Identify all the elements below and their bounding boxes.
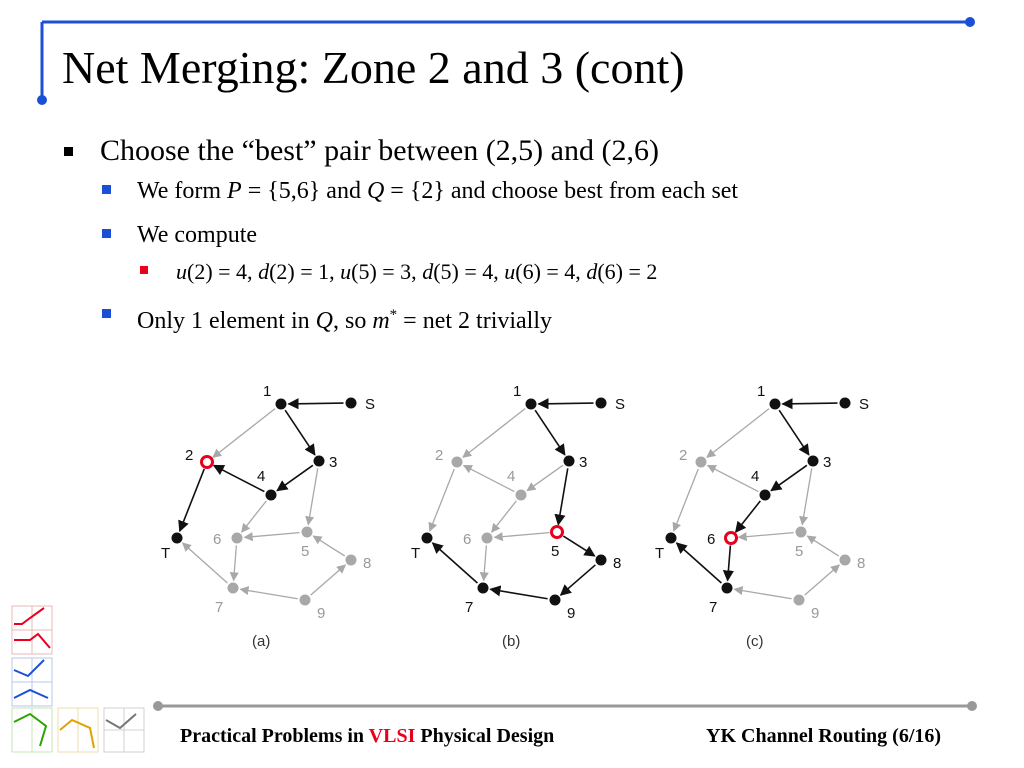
node-4 <box>516 490 527 501</box>
edge-1-3 <box>535 410 565 455</box>
edge-9-8 <box>311 565 346 595</box>
node-S <box>840 398 851 409</box>
edge-3-4 <box>527 465 563 490</box>
node-label-3: 3 <box>823 454 832 471</box>
edge-4-6 <box>492 501 517 532</box>
edge-4-6 <box>242 501 267 532</box>
node-2 <box>696 457 707 468</box>
node-9 <box>550 595 561 606</box>
graph-b <box>411 383 625 622</box>
node-label-S: S <box>615 396 626 413</box>
node-7 <box>478 583 489 594</box>
edge-7-T <box>433 543 478 583</box>
edge-8-5 <box>313 536 344 556</box>
edge-1-3 <box>779 410 809 455</box>
bullet-marker <box>140 266 148 274</box>
node-1 <box>770 399 781 410</box>
edge-3-5 <box>558 468 568 524</box>
node-3 <box>808 456 819 467</box>
edge-1-3 <box>285 410 315 455</box>
bullet-form-sets: We form P = {5,6} and Q = {2} and choose best from each set <box>62 176 1002 206</box>
node-T <box>422 533 433 544</box>
node-5 <box>552 527 563 538</box>
node-7 <box>228 583 239 594</box>
edge-5-6 <box>494 533 549 538</box>
node-label-T: T <box>161 545 171 562</box>
node-label-9: 9 <box>567 605 576 622</box>
node-label-3: 3 <box>579 454 588 471</box>
bullet-compute: We compute <box>62 220 1002 250</box>
node-label-1: 1 <box>263 383 272 400</box>
node-8 <box>840 555 851 566</box>
edge-3-5 <box>308 468 318 524</box>
net-merging-figure <box>0 370 1024 660</box>
edge-S-1 <box>538 403 593 404</box>
edge-9-7 <box>490 589 547 599</box>
edge-6-7 <box>484 545 487 580</box>
edge-1-2 <box>707 409 769 458</box>
edge-9-8 <box>805 565 840 595</box>
node-5 <box>796 527 807 538</box>
node-label-9: 9 <box>811 605 820 622</box>
edge-2-T <box>430 469 454 531</box>
bullet-only-one: Only 1 element in Q, so m* = net 2 trivially <box>62 300 1002 336</box>
graph-a <box>161 383 375 622</box>
edge-2-T <box>180 469 204 531</box>
node-7 <box>722 583 733 594</box>
node-label-8: 8 <box>613 555 622 572</box>
node-label-8: 8 <box>857 555 866 572</box>
bullet-marker <box>102 309 111 318</box>
edge-5-6 <box>244 533 299 538</box>
node-1 <box>276 399 287 410</box>
node-label-4: 4 <box>257 468 266 485</box>
node-label-T: T <box>655 545 665 562</box>
node-label-4: 4 <box>507 468 516 485</box>
node-label-S: S <box>365 396 376 413</box>
node-label-7: 7 <box>709 599 718 616</box>
bullet-marker <box>102 185 111 194</box>
node-label-6: 6 <box>213 531 222 548</box>
node-label-T: T <box>411 545 421 562</box>
edge-2-T <box>674 469 698 531</box>
node-3 <box>314 456 325 467</box>
edge-6-7 <box>728 545 731 580</box>
node-S <box>346 398 357 409</box>
node-8 <box>596 555 607 566</box>
edge-8-5 <box>807 536 838 556</box>
bullet-computed-values: u(2) = 4, d(2) = 1, u(5) = 3, d(5) = 4, u(6) = 4, d(6) = 2 <box>62 258 1002 286</box>
node-label-S: S <box>859 396 870 413</box>
node-label-6: 6 <box>463 531 472 548</box>
node-T <box>172 533 183 544</box>
edge-5-6 <box>738 533 793 538</box>
node-label-1: 1 <box>513 383 522 400</box>
node-4 <box>760 490 771 501</box>
node-label-5: 5 <box>301 543 310 560</box>
node-2 <box>452 457 463 468</box>
slide-title: Net Merging: Zone 2 and 3 (cont) <box>62 42 685 93</box>
node-S <box>596 398 607 409</box>
node-label-2: 2 <box>185 447 194 464</box>
bullet-list <box>62 132 1002 350</box>
caption-b: (b) <box>502 633 521 650</box>
node-label-6: 6 <box>707 531 716 548</box>
edge-5-8 <box>563 536 594 556</box>
bullet-marker <box>102 229 111 238</box>
edge-4-6 <box>736 501 761 532</box>
node-1 <box>526 399 537 410</box>
node-6 <box>232 533 243 544</box>
bullet-choose-pair: Choose the “best” pair between (2,5) and (2,6) <box>62 132 1002 170</box>
node-5 <box>302 527 313 538</box>
node-9 <box>794 595 805 606</box>
node-label-3: 3 <box>329 454 338 471</box>
edge-3-4 <box>277 465 313 490</box>
footer-course-title: Practical Problems in VLSI Physical Design <box>180 725 555 747</box>
edge-3-5 <box>802 468 812 524</box>
caption-a: (a) <box>252 633 271 650</box>
node-6 <box>482 533 493 544</box>
edge-9-7 <box>734 589 791 599</box>
node-label-9: 9 <box>317 605 326 622</box>
node-6 <box>726 533 737 544</box>
edge-S-1 <box>288 403 343 404</box>
edge-S-1 <box>782 403 837 404</box>
caption-c: (c) <box>746 633 764 650</box>
node-label-4: 4 <box>751 468 760 485</box>
edge-1-2 <box>213 409 275 458</box>
edge-9-7 <box>240 589 297 599</box>
node-label-1: 1 <box>757 383 766 400</box>
node-label-7: 7 <box>465 599 474 616</box>
edge-6-7 <box>234 545 237 580</box>
node-label-5: 5 <box>795 543 804 560</box>
node-9 <box>300 595 311 606</box>
footer-slide-number: YK Channel Routing (6/16) <box>706 725 942 747</box>
edge-7-T <box>183 543 228 583</box>
edge-3-4 <box>771 465 807 490</box>
node-label-2: 2 <box>679 447 688 464</box>
edge-7-T <box>677 543 722 583</box>
edge-8-9 <box>561 565 596 595</box>
node-label-2: 2 <box>435 447 444 464</box>
node-4 <box>266 490 277 501</box>
edge-1-2 <box>463 409 525 458</box>
graph-c <box>655 383 869 622</box>
node-label-5: 5 <box>551 543 560 560</box>
node-8 <box>346 555 357 566</box>
node-2 <box>202 457 213 468</box>
node-label-8: 8 <box>363 555 372 572</box>
node-3 <box>564 456 575 467</box>
node-label-7: 7 <box>215 599 224 616</box>
bullet-marker <box>64 147 73 156</box>
node-T <box>666 533 677 544</box>
